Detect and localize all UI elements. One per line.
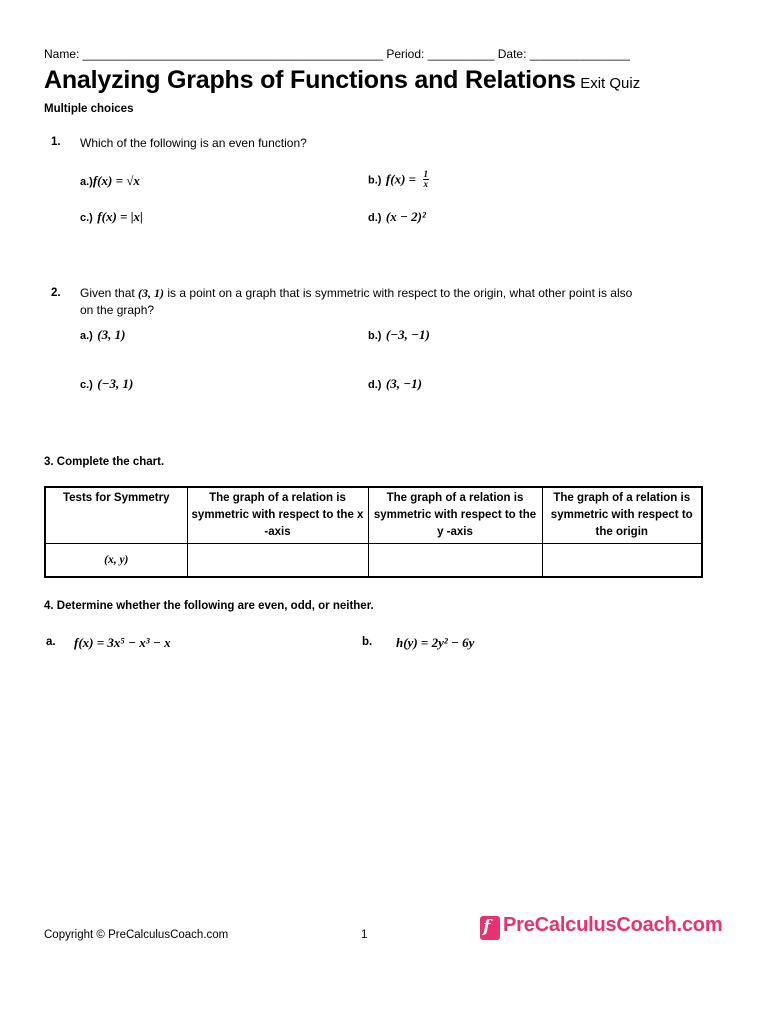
chart-header-origin: The graph of a relation is symmetric with respect to the origin: [542, 487, 702, 544]
option-label: a.): [80, 176, 93, 188]
fraction: [423, 170, 430, 189]
chart-header-tests: Tests for Symmetry: [45, 487, 187, 544]
fraction-numerator: 1: [423, 169, 429, 179]
chart-answer-cell-origin[interactable]: [542, 544, 702, 578]
q4-a-label: a.: [46, 636, 56, 648]
q4-text: 4. Determine whether the following are even, odd, or neither.: [44, 600, 374, 612]
option-label: d.): [368, 379, 382, 391]
q1-option-a: [80, 172, 140, 190]
fraction-denominator: x: [423, 179, 429, 189]
title-main: Analyzing Graphs of Functions and Relations: [44, 66, 576, 94]
option-label: c.): [80, 379, 93, 391]
q4-b-label: b.: [362, 636, 373, 648]
q1-text: Which of the following is an even function?: [80, 136, 307, 150]
page-title: [44, 66, 640, 95]
brand-icon-glyph: f: [483, 917, 491, 937]
title-sub: Exit Quiz: [580, 75, 641, 92]
page-number: 1: [361, 929, 368, 941]
option-label: c.): [80, 212, 93, 224]
option-label: b.): [368, 330, 382, 342]
option-math: (3, 1): [97, 327, 126, 342]
q2-text-line2: on the graph?: [80, 303, 155, 317]
option-math: f(x) = |x|: [97, 209, 143, 224]
option-math: (−3, −1): [385, 327, 430, 342]
q2-text-post: is a point on a graph that is symmetric with respect to the origin, what other point is also: [167, 286, 633, 300]
q2-option-b: [368, 326, 430, 344]
symmetry-chart: [44, 486, 703, 578]
q2-option-c: [80, 375, 133, 393]
q2-text-math: (3, 1): [138, 286, 165, 300]
q1-option-b: [368, 170, 429, 189]
option-math: f(x) =: [385, 171, 417, 187]
q2-option-a: [80, 326, 125, 344]
q2-number: 2.: [51, 287, 61, 299]
option-math: f(x) = √x: [92, 173, 140, 188]
q1-option-d: [368, 208, 426, 226]
chart-row-label: (x, y): [45, 544, 187, 578]
option-label: a.): [80, 330, 93, 342]
brand-logo-text: PreCalculusCoach.com: [503, 914, 723, 936]
option-math: (3, −1): [385, 376, 422, 391]
brand-logo-icon: [480, 916, 500, 940]
q2-text-pre: Given that: [80, 286, 135, 300]
chart-answer-cell-x[interactable]: [187, 544, 368, 578]
chart-answer-cell-y[interactable]: [368, 544, 542, 578]
section-label: Multiple choices: [44, 103, 134, 115]
q4-b-math: h(y) = 2y² − 6y: [396, 635, 475, 650]
q3-text: 3. Complete the chart.: [44, 456, 165, 468]
q1-option-c: [80, 208, 143, 226]
option-label: d.): [368, 212, 382, 224]
option-label: b.): [368, 174, 382, 187]
chart-header-y-axis: The graph of a relation is symmetric with respect to the y -axis: [368, 487, 542, 544]
q4-a-math: f(x) = 3x⁵ − x³ − x: [74, 635, 171, 650]
option-math: (x − 2)²: [385, 209, 426, 224]
q1-number: 1.: [51, 136, 61, 148]
option-math: (−3, 1): [97, 376, 134, 391]
chart-header-x-axis: The graph of a relation is symmetric with respect to the x -axis: [187, 487, 368, 544]
name-period-date-line: Name: _____________________________________________ Period: __________ Date: _______________: [44, 47, 630, 61]
copyright-text: Copyright © PreCalculusCoach.com: [44, 929, 229, 941]
q2-option-d: [368, 375, 422, 393]
q2-text-line1: [80, 286, 632, 301]
